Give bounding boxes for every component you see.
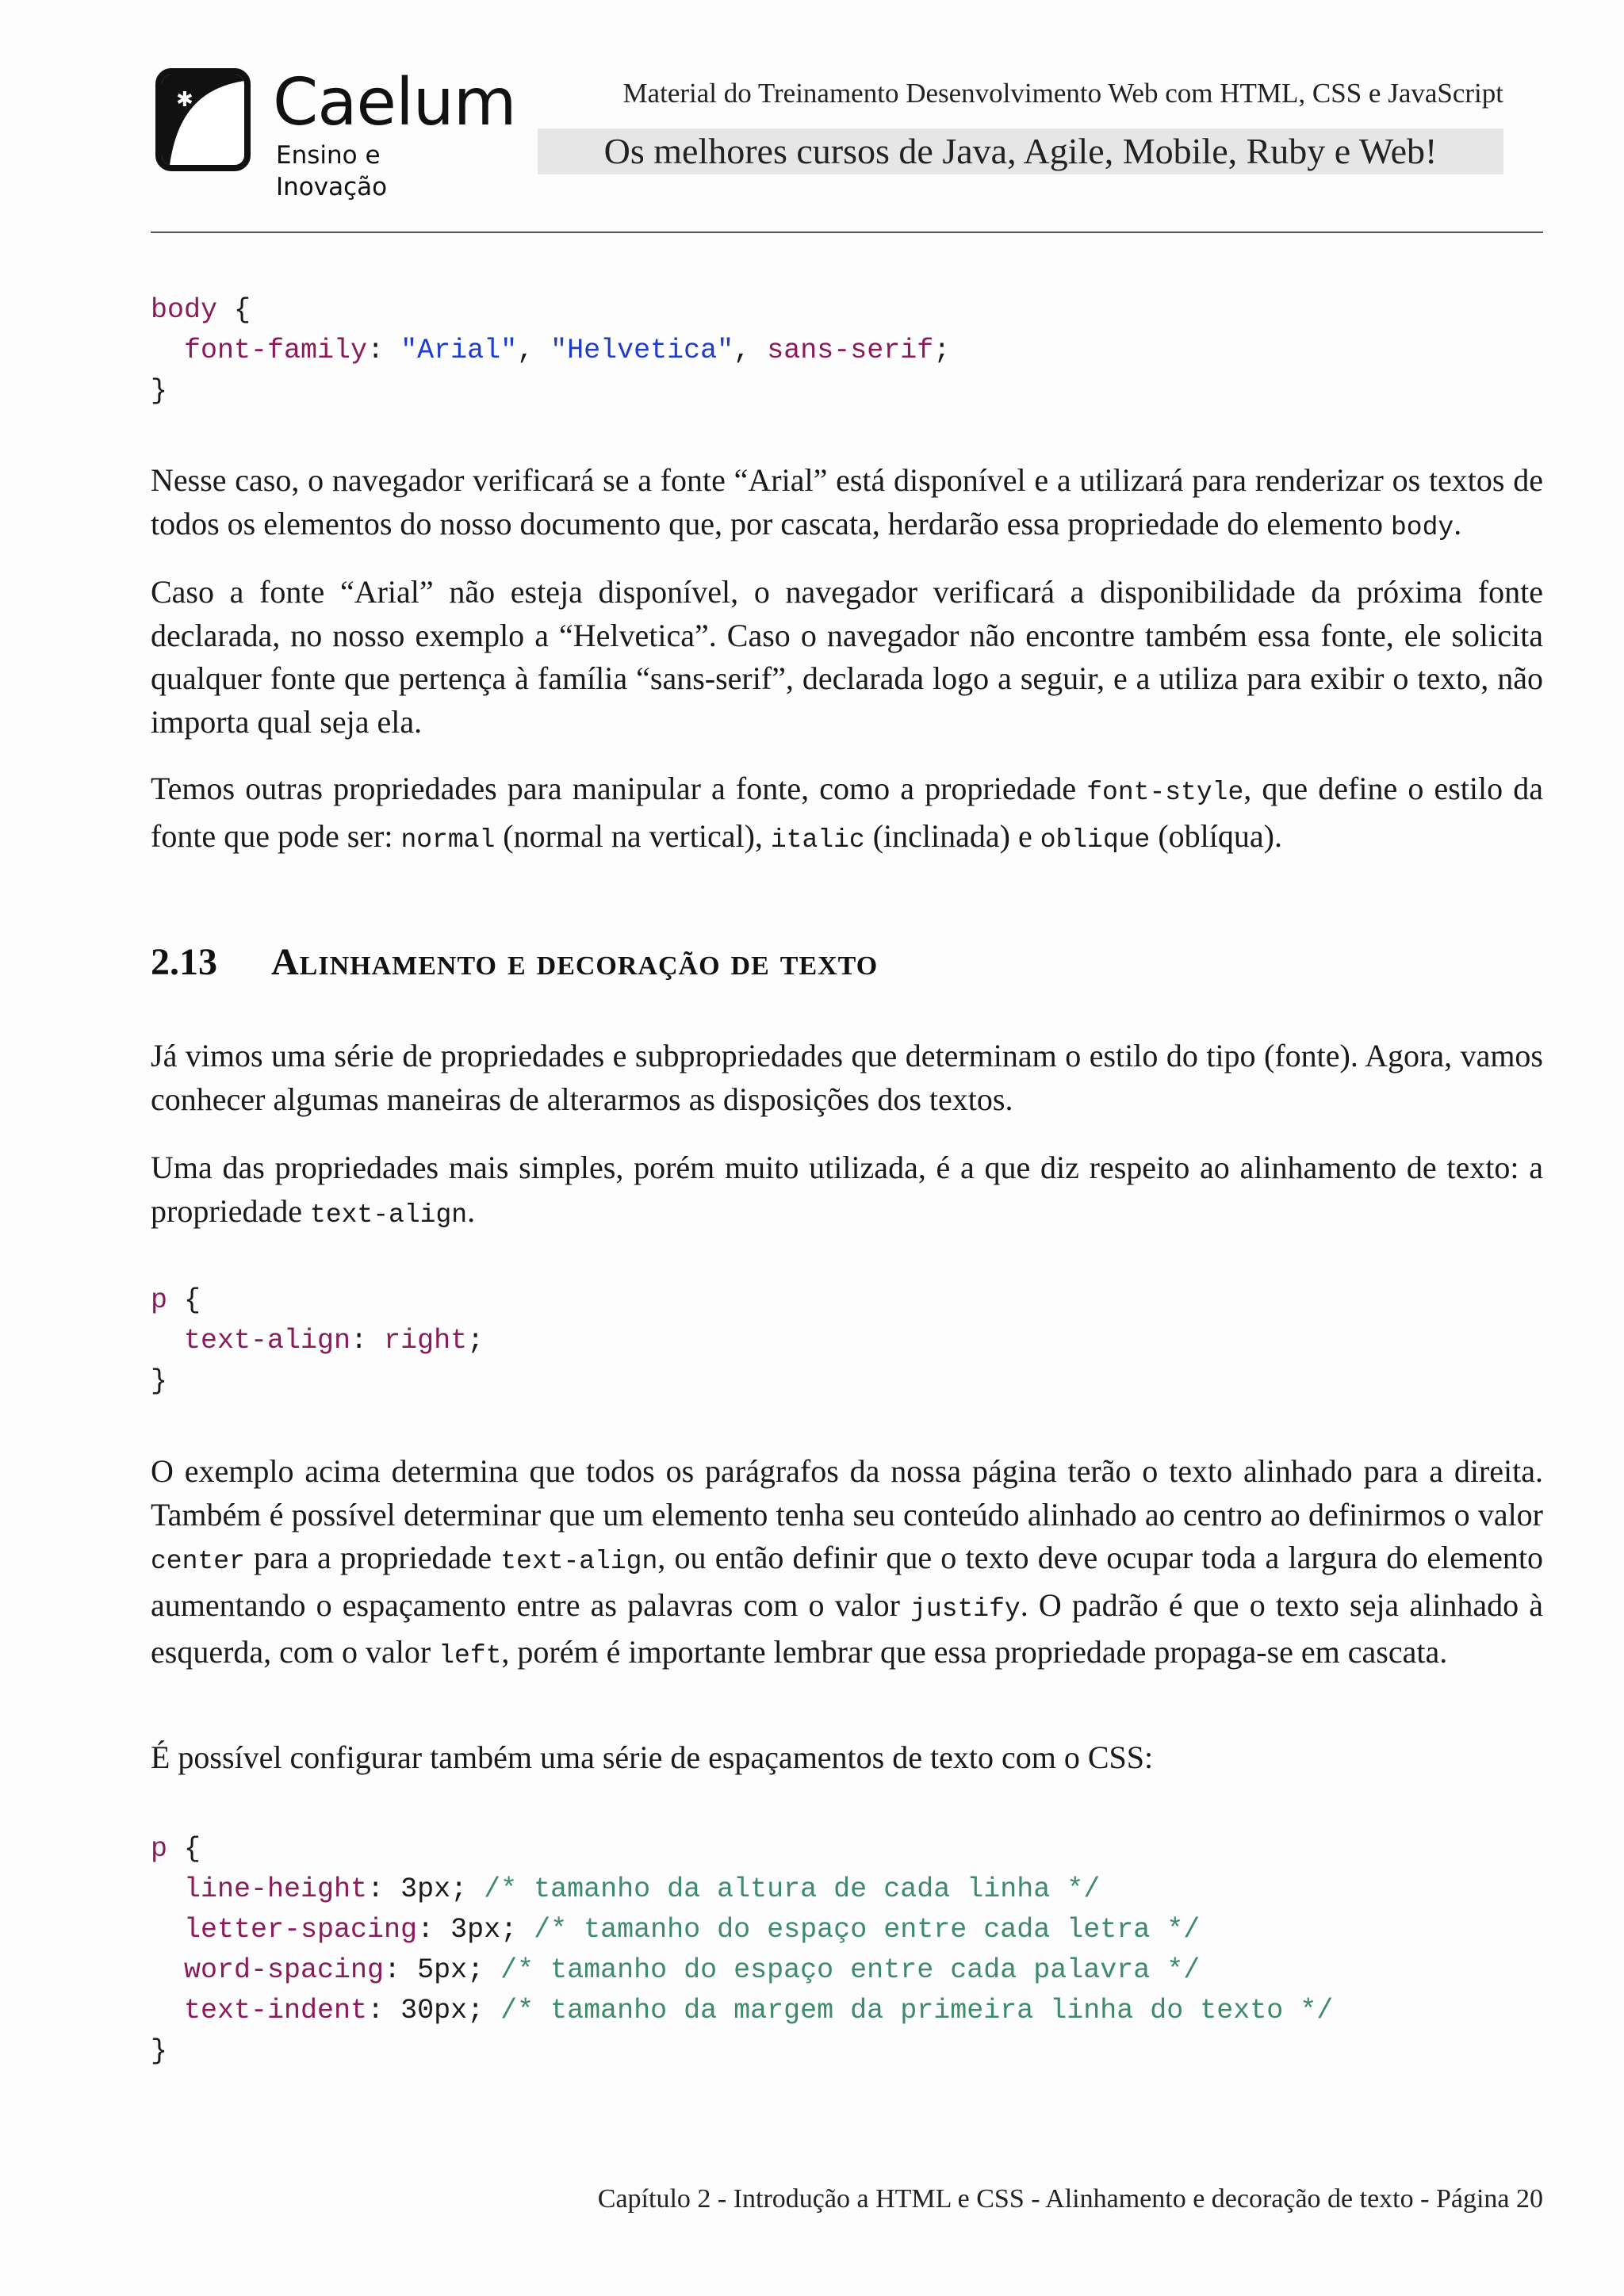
- text: para a propriedade: [244, 1540, 501, 1575]
- code-block-spacing: [151, 1829, 1333, 2072]
- code-line: [151, 1991, 1333, 2031]
- code-comment: /* tamanho da altura de cada linha */: [484, 1873, 1101, 1905]
- code-comma: ,: [733, 335, 768, 366]
- code-line: }: [151, 1365, 168, 1397]
- code-property: font-family: [184, 335, 368, 366]
- text: Uma das propriedades mais simples, porém muito utilizada, é a que diz respeito ao alinhamento de texto: a propriedade: [151, 1150, 1543, 1229]
- logo-name: Caelum: [273, 65, 516, 140]
- header-subtitle: Material do Treinamento Desenvolvimento Web com HTML, CSS e JavaScript: [622, 78, 1503, 109]
- text: (oblíqua).: [1150, 817, 1282, 854]
- code-selector: p: [151, 1284, 168, 1316]
- code-colon: :: [350, 1325, 385, 1357]
- code-value: 30px;: [400, 1995, 501, 2026]
- text: . O padrão é que o texto seja alinhado à esquerda, com o valor: [151, 1586, 1543, 1670]
- code-property: letter-spacing: [184, 1914, 418, 1946]
- code-value: 3px;: [450, 1914, 534, 1946]
- inline-code: text-align: [310, 1200, 468, 1230]
- code-colon: :: [417, 1914, 451, 1946]
- code-value: 3px;: [400, 1873, 485, 1905]
- code-block-text-align: [151, 1280, 484, 1402]
- text: .: [467, 1192, 476, 1229]
- code-brace: {: [167, 1833, 201, 1865]
- code-colon: :: [367, 1873, 401, 1905]
- code-line: }: [151, 375, 168, 407]
- inline-code: justify: [910, 1594, 1021, 1624]
- paragraph: [151, 1450, 1543, 1678]
- code-indent: [151, 1325, 184, 1357]
- text: , ou então definir que o texto deve ocupar toda a largura do elemento aumentando o espaçamento entre as palavras com o valor: [151, 1540, 1543, 1623]
- text: O exemplo acima determina que todos os parágrafos da nossa página terão o texto alinhado para a direita. Também é possível determinar que um elemento tenha seu conteúdo alinhado ao centro ao definirmos o valor: [151, 1453, 1543, 1533]
- code-line: [151, 331, 950, 371]
- code-brace: {: [217, 294, 251, 326]
- inline-code: normal: [400, 825, 496, 855]
- code-property: word-spacing: [184, 1954, 385, 1986]
- logo-mark-icon: [155, 68, 251, 171]
- header-divider: [151, 232, 1543, 233]
- code-semicolon: ;: [933, 335, 951, 366]
- code-selector: body: [151, 294, 218, 326]
- text: , que define o estilo da fonte que pode ser:: [151, 771, 1544, 854]
- code-value: 5px;: [417, 1954, 501, 1986]
- paragraph: Caso a fonte “Arial” não esteja disponível, o navegador verificará a disponibilidade da próxima fonte declarada, no nosso exemplo a “Helvetica”. Caso o navegador não encontre também essa fonte, ele solicita qualquer fonte que pertença à família “sans-serif”, declarada logo a seguir, e a utiliza para exibir o texto, não importa qual seja ela.: [151, 574, 1543, 740]
- code-colon: :: [367, 335, 401, 366]
- code-comment: /* tamanho do espaço entre cada palavra */: [500, 1954, 1201, 1986]
- header-banner: Os melhores cursos de Java, Agile, Mobile, Ruby e Web!: [538, 128, 1503, 174]
- paragraph: Já vimos uma série de propriedades e subpropriedades que determinam o estilo do tipo (fonte). Agora, vamos conhecer algumas maneiras de alterarmos as disposições dos textos.: [151, 1038, 1543, 1117]
- code-keyword: right: [384, 1325, 468, 1357]
- inline-code: italic: [770, 825, 865, 855]
- section-title-text: Alinhamento e decoração de texto: [271, 941, 879, 983]
- inline-code: oblique: [1040, 825, 1151, 855]
- text: (normal na vertical),: [495, 817, 771, 854]
- section-heading: [151, 937, 878, 988]
- caelum-logo: [155, 65, 516, 201]
- code-indent: [151, 1954, 184, 1986]
- code-line: [151, 1321, 484, 1361]
- code-line: [151, 1829, 1333, 1869]
- code-semicolon: ;: [467, 1325, 485, 1357]
- code-line: }: [151, 2035, 168, 2067]
- text: Nesse caso, o navegador verificará se a fonte “Arial” está disponível e a utilizará para renderizar os textos de todos os elementos do nosso documento que, por cascata, herdarão essa propriedade do elemento: [151, 462, 1543, 541]
- code-line: [151, 1910, 1333, 1950]
- code-line: [151, 1280, 484, 1321]
- logo-tagline: Ensino e Inovação: [276, 141, 388, 201]
- text: , porém é importante lembrar que essa propriedade propaga-se em cascata.: [501, 1634, 1448, 1670]
- section-number: 2.13: [151, 941, 217, 983]
- inline-code: body: [1390, 512, 1454, 542]
- paragraph: [151, 767, 1543, 862]
- code-indent: [151, 1873, 184, 1905]
- code-comment: /* tamanho da margem da primeira linha do texto */: [500, 1995, 1334, 2026]
- code-keyword: sans-serif: [767, 335, 934, 366]
- inline-code: left: [439, 1641, 502, 1670]
- code-selector: p: [151, 1833, 168, 1865]
- inline-code: center: [151, 1547, 245, 1576]
- code-string: "Helvetica": [550, 335, 734, 366]
- paragraph: É possível configurar também uma série de espaçamentos de texto com o CSS:: [151, 1739, 1154, 1775]
- paragraph: [151, 459, 1543, 549]
- inline-code: font-style: [1086, 778, 1244, 807]
- svg-text:✱: ✱: [176, 88, 193, 112]
- code-indent: [151, 1914, 184, 1946]
- inline-code: text-align: [500, 1547, 658, 1576]
- text: Temos outras propriedades para manipular a fonte, como a propriedade: [151, 771, 1087, 806]
- code-string: "Arial": [400, 335, 518, 366]
- text: .: [1454, 505, 1462, 541]
- code-block-font-family: [151, 290, 950, 411]
- code-indent: [151, 335, 184, 366]
- code-line: [151, 1869, 1333, 1910]
- page-footer: Capítulo 2 - Introdução a HTML e CSS - Alinhamento e decoração de texto - Página 20: [597, 2184, 1543, 2214]
- code-property: line-height: [184, 1873, 368, 1905]
- code-indent: [151, 1995, 184, 2026]
- text: (inclinada) e: [864, 817, 1040, 854]
- paragraph: [151, 1146, 1543, 1237]
- code-colon: :: [384, 1954, 418, 1986]
- code-property: text-align: [184, 1325, 351, 1357]
- code-brace: {: [167, 1284, 201, 1316]
- code-property: text-indent: [184, 1995, 368, 2026]
- code-colon: :: [367, 1995, 401, 2026]
- code-line: [151, 290, 950, 331]
- code-comma: ,: [517, 335, 551, 366]
- code-line: [151, 1950, 1333, 1991]
- code-comment: /* tamanho do espaço entre cada letra */: [534, 1914, 1201, 1946]
